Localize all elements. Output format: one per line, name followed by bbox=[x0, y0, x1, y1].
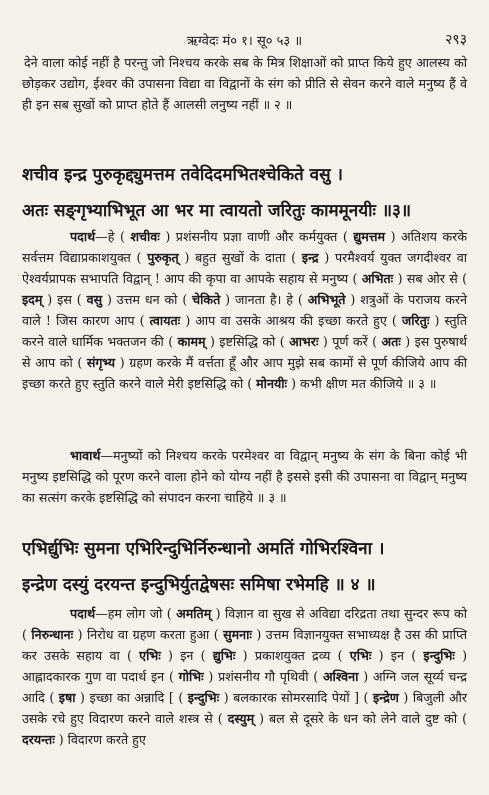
term-highlight: मोनयीः bbox=[256, 376, 288, 391]
term-highlight: संगृभ्य bbox=[86, 355, 116, 370]
text-run: ) ग्रहण करके मैं वर्त्तता हूँ और आप मुझे सब कामों से पूर्ण कीजिये आप की इच्छा करते हुए स्तुति करने वाले मेरी इष्टसिद्धि को ( bbox=[22, 355, 467, 391]
text-run: ) इस ( bbox=[42, 292, 87, 307]
term-highlight: अभिभूते bbox=[307, 292, 346, 307]
term-highlight: शचीवः bbox=[130, 229, 160, 244]
term-highlight: कामम् bbox=[177, 334, 206, 349]
mantra-3-line-2: अतः सङ्गृभ्याभिभूत आ भर मा त्वायतो जरितुः काममूनयीः ॥३॥ bbox=[22, 201, 412, 221]
text-run: ) विज्ञान वा सुख से अविद्या दरिद्रता तथा सुन्दर रूप को ( bbox=[22, 606, 467, 642]
term-highlight: इदम् bbox=[22, 292, 43, 307]
term-highlight: दस्युम् bbox=[227, 711, 255, 726]
term-highlight: पुरुकृत् bbox=[147, 250, 179, 265]
text-run: ) बहुत सुखों के दाता ( bbox=[178, 250, 302, 265]
term-highlight: एभिः bbox=[349, 648, 372, 663]
text-run: ) निरोध वा ग्रहण करता हुआ ( bbox=[73, 627, 224, 642]
term-highlight: इन्द्र bbox=[301, 250, 319, 265]
term-highlight: इषा bbox=[58, 690, 76, 705]
mantra-3 bbox=[22, 160, 467, 226]
bhavartha-3 bbox=[22, 445, 467, 508]
text-run: ) प्रशंसनीय प्रज्ञा वाणी और कर्मयुक्त ( bbox=[159, 229, 354, 244]
text-run: ) इन ( bbox=[160, 648, 213, 663]
text-run: ) इस पुरुषार्थ से आप को ( bbox=[22, 334, 467, 370]
mantra-3-line-1: शचीव इन्द्र पुरुकृद्द्युमत्तम तवेदिदमभितश्चेकिते वसु । bbox=[22, 165, 343, 185]
padartha-4-text bbox=[22, 606, 467, 747]
term-highlight: आभरः bbox=[289, 334, 319, 349]
term-highlight: अश्विना bbox=[322, 669, 359, 684]
term-highlight: इन्दुभिः bbox=[423, 648, 455, 663]
page-number: २९३ bbox=[445, 32, 467, 48]
text-run: ) इन ( bbox=[371, 648, 424, 663]
term-highlight: चेकिते bbox=[192, 292, 221, 307]
text-run: ) आह्लादकारक गुण वा पदार्थ इन ( bbox=[22, 648, 468, 684]
text-run: ) स्तुति करने वाले धार्मिक भक्तजन की ( bbox=[22, 313, 467, 349]
mantra-4-line-1: एभिर्द्युभिः सुमना एभिरिन्दुभिर्निरुन्धानो अमतिं गोभिरश्विना । bbox=[22, 539, 385, 559]
term-highlight: सुमनाः bbox=[223, 627, 252, 642]
term-highlight: निरुन्धानः bbox=[31, 627, 74, 642]
term-highlight: जरितुः bbox=[401, 313, 430, 328]
text-run: ) बल से दूसरे के धन को लेने वाले दुष्ट को ( bbox=[254, 711, 468, 726]
text-run: ) कभी क्षीण मत कीजिये ॥ ३ ॥ bbox=[287, 376, 437, 391]
text-run: ) शत्रुओं के पराजय करने वाले ! जिस कारण आप ( bbox=[22, 292, 468, 328]
text-run: —हम लोग जो ( bbox=[95, 606, 177, 621]
padartha-label: पदार्थ bbox=[70, 229, 96, 244]
text-run: ) उत्तम धन को ( bbox=[102, 292, 193, 307]
term-highlight: अमतिम् bbox=[176, 606, 212, 621]
paragraph-continuation: देने वाला कोई नहीं है परन्तु जो निश्चय करके सब के मित्र शिक्षाओं को प्राप्त किये हुए आलस्य को छोड़कर उद्योग, ईश्वर की उपासना विद्या वा विद्वानों के संग को प्रीति से सेवन करने वाले मनुष्य हैं वे ही इन सब सुखों को प्राप्त होते हैं आलसी लनुष्य नहीं ॥ २ ॥ bbox=[22, 55, 467, 112]
text-run: ) सब ओर से ( bbox=[393, 271, 467, 286]
term-highlight: द्युमत्तम bbox=[353, 229, 386, 244]
text-run: ) जानता है। हे ( bbox=[220, 292, 308, 307]
text-run: ) प्रशंसनीय गौ पृथिवी ( bbox=[203, 669, 323, 684]
text-run: ) पूर्ण करें ( bbox=[318, 334, 382, 349]
term-highlight: त्वायतः bbox=[149, 313, 181, 328]
book-page bbox=[22, 0, 467, 795]
text-run: ) बिजुली और उसके रचे हुए विदारण करने वाले शस्त्र से ( bbox=[22, 690, 467, 726]
term-highlight: वसु bbox=[86, 292, 103, 307]
text-run: ) विदारण करते हुए bbox=[54, 732, 146, 747]
term-highlight: एभिः bbox=[139, 648, 161, 663]
text-run: ) उत्तम विज्ञानयुक्त सभाध्यक्ष है उस की प्राप्ति कर उसके सहाय वा ( bbox=[22, 627, 468, 663]
text-run: ) अग्नि जल सूर्य्य चन्द्र आदि ( bbox=[22, 669, 467, 705]
term-highlight: इन्द्रेण bbox=[373, 690, 399, 705]
mantra-4 bbox=[22, 534, 467, 600]
text-run: ) इष्टसिद्धि को ( bbox=[205, 334, 290, 349]
term-highlight: द्युभिः bbox=[212, 648, 236, 663]
padartha-3-text bbox=[22, 229, 467, 391]
text-run: ) प्रकाशयुक्त द्रव्य ( bbox=[235, 648, 350, 663]
text-run: ) इच्छा का अन्नादि [ ( bbox=[75, 690, 188, 705]
running-header: ऋग्वेदः मं० १। सू० ५३ ॥ bbox=[186, 34, 303, 49]
term-highlight: गोभिः bbox=[178, 669, 204, 684]
text-run: ) बलकारक सोमरसादि पेयों ] ( bbox=[219, 690, 373, 705]
bhavartha-3-text: —मनुष्यों को निश्चय करके परमेश्वर वा विद्वान् मनुष्य के संग के बिना कोई भी मनुष्य इष्टसिद्धि को पूरण करने वाला होने को योग्य नहीं है इससे इसी की उपासना वा विद्वान् मनुष्य का सत्संग करके इष्टसिद्धि को संपादन करना चाहिये ॥ ३ ॥ bbox=[22, 448, 467, 505]
text-run: —हे ( bbox=[95, 229, 131, 244]
padartha-4 bbox=[22, 603, 467, 750]
bhavartha-label: भावार्थ bbox=[70, 448, 101, 463]
mantra-4-line-2: इन्द्रेण दस्युं दरयन्त इन्दुभिर्युतद्वेषसः समिषा रभेमहि ॥ ४ ॥ bbox=[22, 575, 376, 595]
term-highlight: अभितः bbox=[361, 271, 394, 286]
page-header bbox=[22, 30, 467, 50]
text-run: ) आप वा उसके आश्रय की इच्छा करते हुए ( bbox=[180, 313, 402, 328]
term-highlight: दरयन्तः bbox=[22, 732, 55, 747]
text-run: ) अतिशय करके सर्वत्तम विद्याप्रकाशयुक्त ( bbox=[22, 229, 467, 265]
term-highlight: अतः bbox=[381, 334, 401, 349]
padartha-3 bbox=[22, 226, 467, 394]
term-highlight: इन्दुभिः bbox=[187, 690, 220, 705]
padartha-label: पदार्थ bbox=[70, 606, 96, 621]
text-run: ) परमैश्वर्य युक्त जगदीश्वर वा ऐश्वर्यप्रापक सभापति विद्वान् ! आप की कृपा वा आपके सहाय से मनुष्य ( bbox=[22, 250, 468, 286]
